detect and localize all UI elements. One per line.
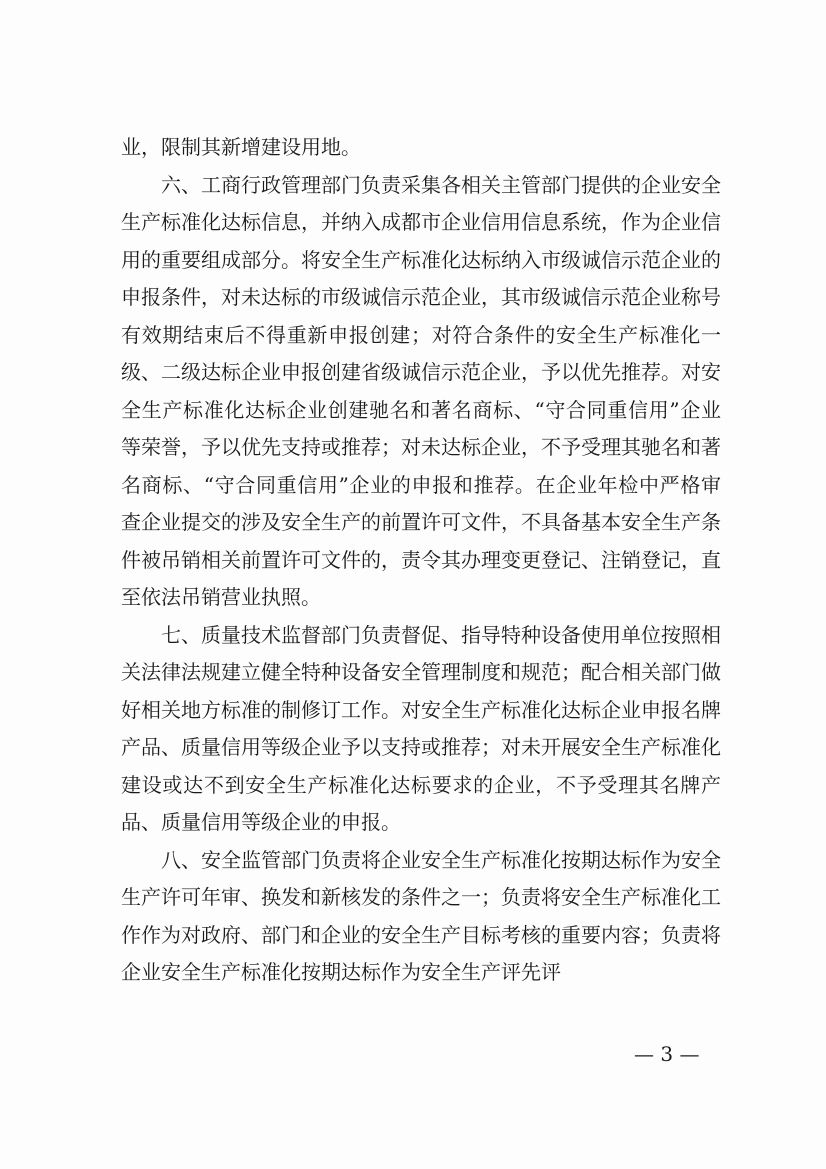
page-number: — 3 — — [634, 1042, 700, 1066]
paragraph-continuation: 业，限制其新增建设用地。 — [121, 135, 361, 159]
paragraph-item-7: 七、质量技术监督部门负责督促、指导特种设备使用单位按照相关法律法规建立健全特种设备安全管理制度和规范；配合相关部门做好相关地方标准的制修订工作。对安全生产标准化达标企业申报名牌产品、质量信用等级企业予以支持或推荐；对未开展安全生产标准化建设或达不到安全生产标准化达标要求的企业，不予受理其名牌产品、质量信用等级企业的申报。 — [121, 622, 721, 834]
paragraph-item-6: 六、工商行政管理部门负责采集各相关主管部门提供的企业安全生产标准化达标信息，并纳入成都市企业信用信息系统，作为企业信用的重要组成部分。将安全生产标准化达标纳入市级诚信示范企业的申报条件，对未达标的市级诚信示范企业，其市级诚信示范企业称号有效期结束后不得重新申报创建；对符合条件的安全生产标准化一级、二级达标企业申报创建省级诚信示范企业，予以优先推荐。对安全生产标准化达标企业创建驰名和著名商标、“守合同重信用”企业等荣誉，予以优先支持或推荐；对未达标企业，不予受理其驰名和著名商标、“守合同重信用”企业的申报和推荐。在企业年检中严格审查企业提交的涉及安全生产的前置许可文件，不具备基本安全生产条件被吊销相关前置许可文件的，责令其办理变更登记、注销登记，直至依法吊销营业执照。 — [121, 172, 721, 609]
paragraph-item-8: 八、安全监管部门负责将企业安全生产标准化按期达标作为安全生产许可年审、换发和新核发的条件之一；负责将安全生产标准化工作作为对政府、部门和企业的安全生产目标考核的重要内容；负责将企业安全生产标准化按期达标作为安全生产评先评 — [121, 847, 721, 984]
body-text — [121, 129, 721, 992]
